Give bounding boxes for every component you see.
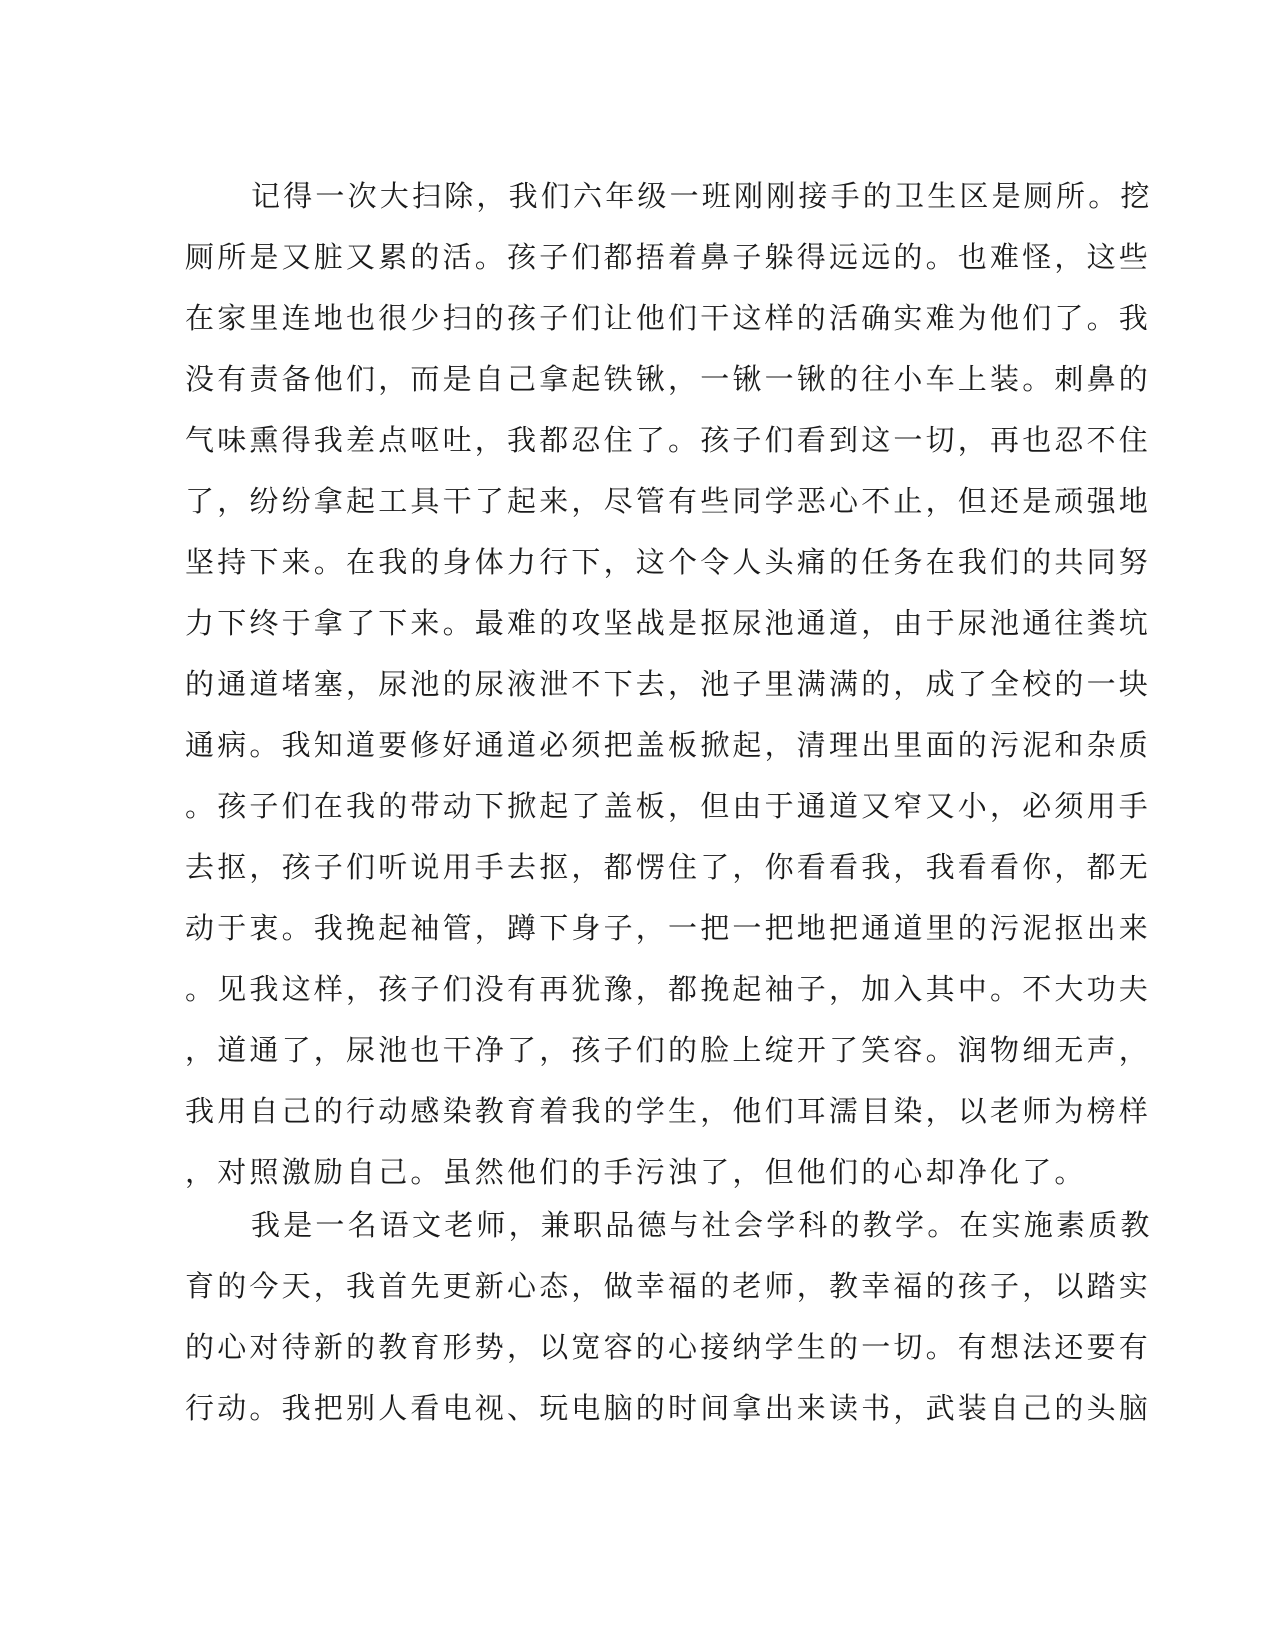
paragraph-line: 去抠，孩子们听说用手去抠，都愣住了，你看看我，我看看你，都无 [185,850,1152,884]
paragraph-line: 气味熏得我差点呕吐，我都忍住了。孩子们看到这一切，再也忍不住 [185,423,1152,457]
paragraph-line: 。孩子们在我的带动下掀起了盖板，但由于通道又窄又小，必须用手 [185,789,1152,823]
paragraph-line: 我用自己的行动感染教育着我的学生，他们耳濡目染，以老师为榜样 [185,1094,1152,1128]
paragraph-line: 厕所是又脏又累的活。孩子们都捂着鼻子躲得远远的。也难怪，这些 [185,240,1152,274]
paragraph-line: 了，纷纷拿起工具干了起来，尽管有些同学恶心不止，但还是顽强地 [185,484,1152,518]
paragraph-line: 通病。我知道要修好通道必须把盖板掀起，清理出里面的污泥和杂质 [185,728,1152,762]
paragraph-line: 行动。我把别人看电视、玩电脑的时间拿出来读书，武装自己的头脑 [185,1391,1152,1425]
paragraph-line: 我是一名语文老师，兼职品德与社会学科的教学。在实施素质教 [251,1208,1153,1242]
paragraph-line: ，对照激励自己。虽然他们的手污浊了，但他们的心却净化了。 [185,1155,1087,1189]
paragraph-line: 育的今天，我首先更新心态，做幸福的老师，教幸福的孩子，以踏实 [185,1269,1152,1303]
paragraph-line: 。见我这样，孩子们没有再犹豫，都挽起袖子，加入其中。不大功夫 [185,972,1152,1006]
paragraph-2 [185,1195,1153,1439]
paragraph-line: 的心对待新的教育形势，以宽容的心接纳学生的一切。有想法还要有 [185,1330,1152,1364]
paragraph-line: 记得一次大扫除，我们六年级一班刚刚接手的卫生区是厕所。挖 [251,179,1153,213]
paragraph-line: 的通道堵塞，尿池的尿液泄不下去，池子里满满的，成了全校的一块 [185,667,1152,701]
paragraph-line: 在家里连地也很少扫的孩子们让他们干这样的活确实难为他们了。我 [185,301,1152,335]
paragraph-line: 坚持下来。在我的身体力行下，这个令人头痛的任务在我们的共同努 [185,545,1152,579]
paragraph-1 [185,166,1153,1203]
paragraph-line: 没有责备他们，而是自己拿起铁锹，一锹一锹的往小车上装。刺鼻的 [185,362,1152,396]
paragraph-line: 力下终于拿了下来。最难的攻坚战是抠尿池通道，由于尿池通往粪坑 [185,606,1152,640]
paragraph-line: 动于衷。我挽起袖管，蹲下身子，一把一把地把通道里的污泥抠出来 [185,911,1152,945]
paragraph-line: ，道通了，尿池也干净了，孩子们的脸上绽开了笑容。润物细无声， [185,1033,1152,1067]
